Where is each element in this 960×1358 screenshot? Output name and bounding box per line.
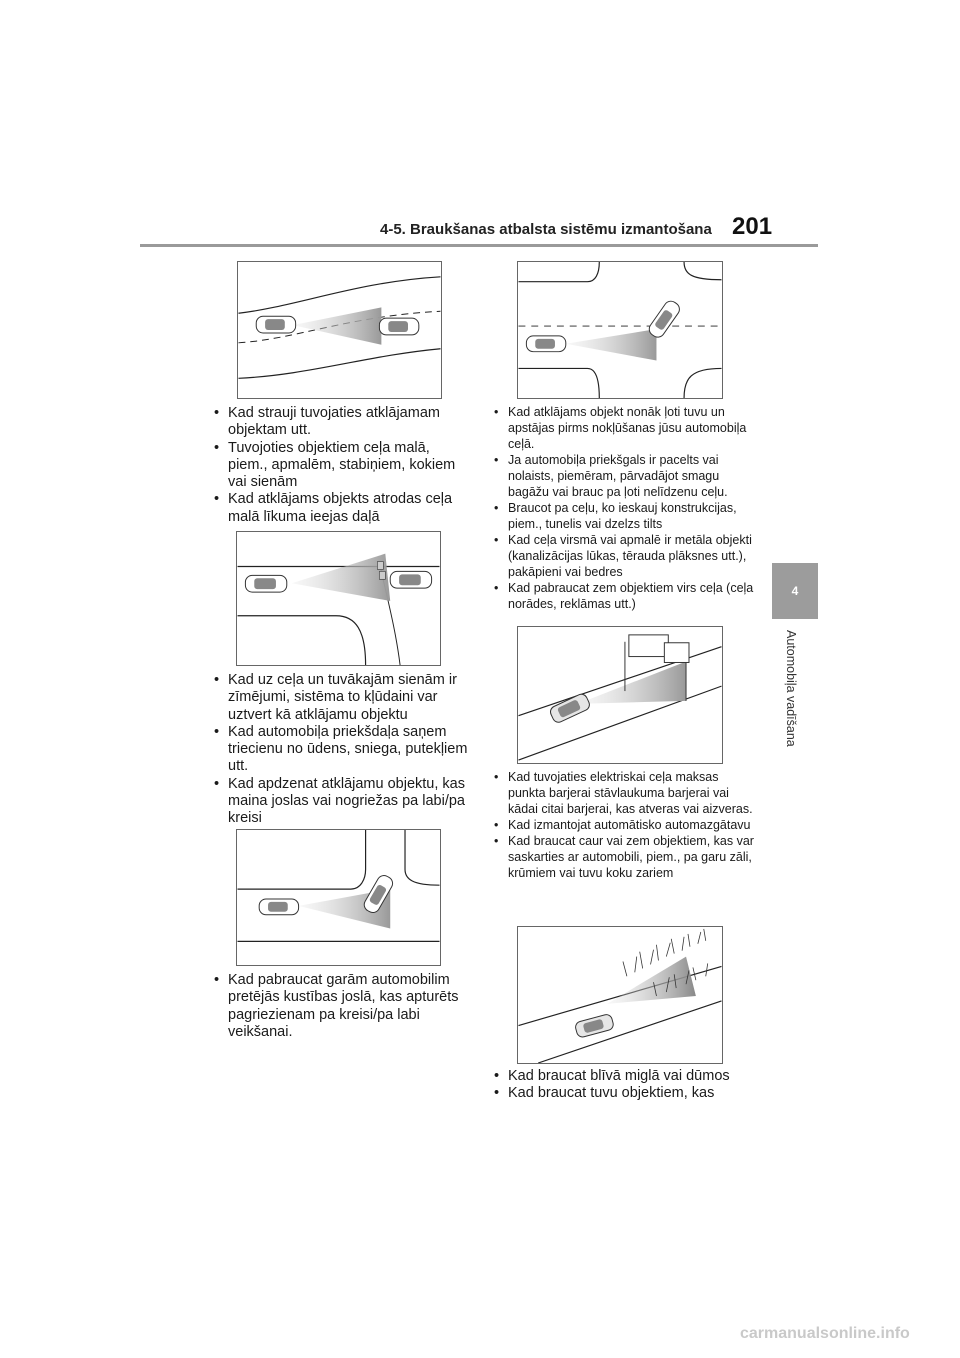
figure-oncoming-turn — [236, 829, 441, 966]
list-item: • Braucot pa ceļu, ko ieskauj konstrukcijas, piem., tunelis vai dzelzs tilts — [490, 500, 758, 532]
left-list-2 — [210, 672, 475, 828]
car-icon — [390, 571, 431, 588]
list-item: • Kad pabraucat zem objektiem virs ceļa (ceļa norādes, reklāmas utt.) — [490, 580, 758, 612]
radar-beam-icon — [578, 661, 686, 703]
radar-beam-icon — [607, 957, 696, 1004]
list-item: • Kad atklājams objekt nonāk ļoti tuvu un apstājas pirms nokļūšanas jūsu automobiļa ceļā. — [490, 404, 758, 452]
car-icon — [574, 1013, 614, 1038]
radar-beam-icon — [566, 329, 657, 361]
list-item: • Kad tuvojaties elektriskai ceļa maksas punkta barjerai stāvlaukuma barjerai vai kādai citai barjerai, kas atveras vai aizveras. — [490, 769, 758, 817]
list-item: • Kad strauji tuvojaties atklājamam objektam utt. — [210, 405, 470, 440]
list-item: • Kad pabraucat garām automobilim pretējās kustības joslā, kas apturēts pagriezienam pa kreisi/pa labi veikšanai. — [210, 972, 472, 1041]
list-item: • Kad izmantojat automātisko automazgātavu — [490, 817, 758, 833]
list-item: • Ja automobiļa priekšgals ir pacelts vai nolaists, piemēram, pārvadājot smagu bagāžu vai brauc pa ļoti nelīdzenu ceļu. — [490, 452, 758, 500]
car-icon — [379, 318, 418, 335]
watermark: carmanualsonline.info — [740, 1325, 910, 1342]
page-number: 201 — [732, 213, 773, 240]
list-item: • Kad atklājams objekts atrodas ceļa malā līkuma ieejas daļā — [210, 491, 470, 526]
car-icon — [549, 692, 592, 724]
figure-overhead-sign — [517, 626, 723, 764]
list-item: • Kad braucat caur vai zem objektiem, kas var saskarties ar automobili, piem., pa garu zāli, krūmiem vai tuvu koku zariem — [490, 833, 758, 881]
radar-beam-icon — [292, 554, 391, 601]
figure-curve-entrance — [236, 531, 441, 666]
left-list-3 — [210, 972, 472, 1041]
list-item: • Kad uz ceļa un tuvākajām sienām ir zīmējumi, sistēma to kļūdaini var uztvert kā atklājamu objektu — [210, 672, 475, 724]
car-icon — [647, 298, 683, 339]
section-title: 4-5. Braukšanas atbalsta sistēmu izmantošana — [380, 221, 712, 238]
list-item: • Kad braucat tuvu objektiem, kas — [490, 1085, 758, 1102]
header-rule — [140, 244, 818, 247]
figure-curved-road — [237, 261, 442, 399]
chapter-title: Automobiļa vadīšana — [784, 630, 798, 747]
car-icon — [259, 899, 298, 915]
right-list-2 — [490, 769, 758, 881]
list-item: • Kad ceļa virsmā vai apmalē ir metāla objekti (kanalizācijas lūkas, tērauda plāksnes utt.), pakāpieni vai bedres — [490, 532, 758, 580]
chapter-tab[interactable]: 4 — [772, 563, 818, 619]
radar-beam-icon — [293, 307, 382, 344]
figure-crossing-car — [517, 261, 723, 399]
list-item: • Kad apdzenat atklājamu objektu, kas maina joslas vai nogriežas pa labi/pa kreisi — [210, 776, 475, 828]
figure-tall-grass — [517, 926, 723, 1064]
left-list-1 — [210, 405, 470, 526]
right-list-1 — [490, 404, 758, 612]
car-icon — [526, 336, 565, 352]
car-icon — [256, 316, 295, 333]
list-item: • Kad automobiļa priekšdaļa saņem triecienu no ūdens, sniega, putekļiem utt. — [210, 724, 475, 776]
car-icon — [245, 575, 286, 592]
right-list-3 — [490, 1068, 758, 1103]
list-item: • Kad braucat blīvā miglā vai dūmos — [490, 1068, 758, 1085]
list-item: • Tuvojoties objektiem ceļa malā, piem., apmalēm, stabiņiem, kokiem vai sienām — [210, 440, 470, 492]
